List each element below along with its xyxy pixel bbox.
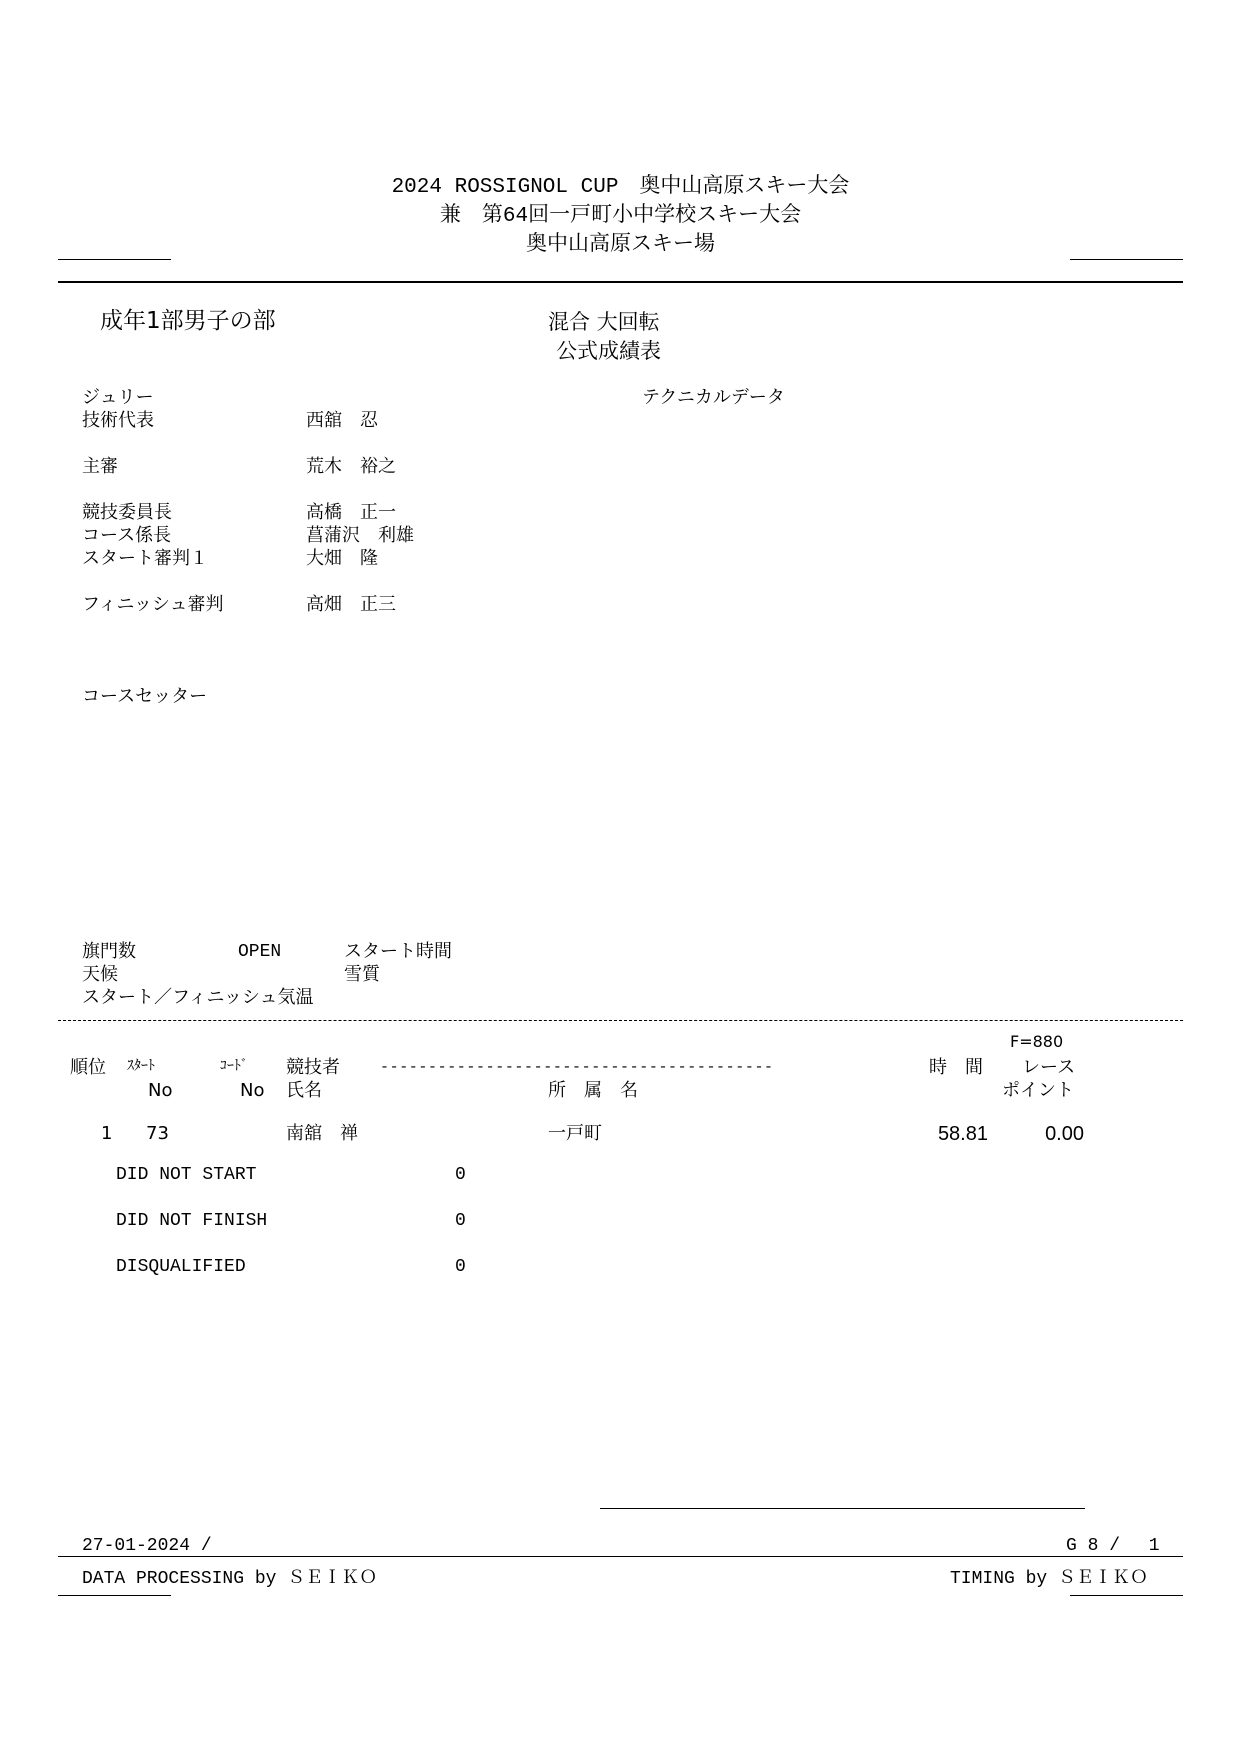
- event-title-line2: 兼 第64回一戸町小中学校スキー大会: [439, 205, 802, 228]
- venue-title: 奥中山高原スキー場: [526, 234, 715, 257]
- data-processing-credit: DATA PROCESSING by ＳＥＩＫＯ: [82, 1569, 378, 1589]
- technical-data-heading: テクニカルデータ: [642, 387, 785, 408]
- referee-label: 主審: [82, 456, 118, 477]
- dsq-count: 0: [455, 1257, 466, 1277]
- code-header: ｺｰﾄﾞ: [220, 1058, 248, 1074]
- result-points: 0.00: [1045, 1123, 1084, 1145]
- race-header: レース: [1022, 1057, 1076, 1078]
- time-header: 時 間: [929, 1057, 983, 1078]
- footer-page: G 8 / 1: [1066, 1536, 1160, 1556]
- start-no-header: No: [148, 1080, 173, 1101]
- result-bib: 73: [146, 1123, 169, 1144]
- referee-name: 荒木 裕之: [306, 456, 396, 477]
- course-setter-label: コースセッター: [82, 686, 208, 707]
- temperature-label: スタート／フィニッシュ気温: [82, 987, 314, 1008]
- footer-short-rule-left: [58, 1595, 171, 1596]
- timing-credit: TIMING by ＳＥＩＫＯ: [950, 1569, 1149, 1589]
- start-time-label: スタート時間: [344, 941, 452, 962]
- discipline-title: 混合 大回転: [548, 310, 660, 334]
- footer-divider: [58, 1556, 1183, 1557]
- affiliation-header: 所 属 名: [548, 1080, 638, 1101]
- result-name: 南舘 禅: [286, 1123, 358, 1144]
- snow-label: 雪質: [344, 964, 380, 985]
- gates-value: OPEN: [238, 942, 282, 962]
- start-referee-name: 大畑 隆: [306, 548, 378, 569]
- footer-short-rule-right: [1070, 1595, 1183, 1596]
- dnf-count: 0: [455, 1211, 466, 1231]
- course-chief-name: 菖蒲沢 利雄: [306, 525, 414, 546]
- header-dashes: -----------------------------------------: [380, 1059, 774, 1076]
- weather-label: 天候: [82, 964, 118, 985]
- gates-label: 旗門数: [82, 941, 136, 962]
- event-title-line1: 2024 ROSSIGNOL CUP 奥中山高原スキー大会: [391, 176, 850, 199]
- signature-line: [600, 1508, 1085, 1509]
- category-title: 成年1部男子の部: [100, 308, 276, 334]
- header-short-rule-right: [1070, 259, 1183, 260]
- section-dashed-divider: [58, 1020, 1183, 1021]
- points-header: ポイント: [1002, 1080, 1074, 1101]
- dsq-label: DISQUALIFIED: [116, 1257, 246, 1277]
- dnf-label: DID NOT FINISH: [116, 1211, 268, 1231]
- competition-chief-name: 高橋 正一: [306, 502, 396, 523]
- dns-count: 0: [455, 1165, 466, 1185]
- start-header: ｽﾀｰﾄ: [127, 1058, 155, 1074]
- document-type: 公式成績表: [556, 339, 661, 363]
- result-rank: 1: [101, 1123, 113, 1144]
- technical-delegate-label: 技術代表: [82, 410, 154, 431]
- jury-heading: ジュリー: [82, 387, 154, 408]
- dns-label: DID NOT START: [116, 1165, 257, 1185]
- finish-referee-label: フィニッシュ審判: [82, 594, 224, 615]
- course-chief-label: コース係長: [82, 525, 172, 546]
- footer-date: 27-01-2024 /: [82, 1536, 212, 1556]
- technical-delegate-name: 西舘 忍: [306, 410, 378, 431]
- competitor-header: 競技者: [286, 1057, 340, 1078]
- header-divider: [58, 281, 1183, 283]
- result-club: 一戸町: [548, 1123, 602, 1144]
- finish-referee-name: 高畑 正三: [306, 594, 396, 615]
- competition-chief-label: 競技委員長: [82, 502, 172, 523]
- code-no-header: No: [240, 1080, 265, 1101]
- result-time: 58.81: [937, 1123, 988, 1145]
- f-value-header: F=880: [1010, 1032, 1064, 1051]
- rank-header: 順位: [70, 1057, 106, 1078]
- start-referee-label: スタート審判１: [82, 548, 208, 569]
- header-short-rule-left: [58, 259, 171, 260]
- name-header: 氏名: [286, 1080, 322, 1101]
